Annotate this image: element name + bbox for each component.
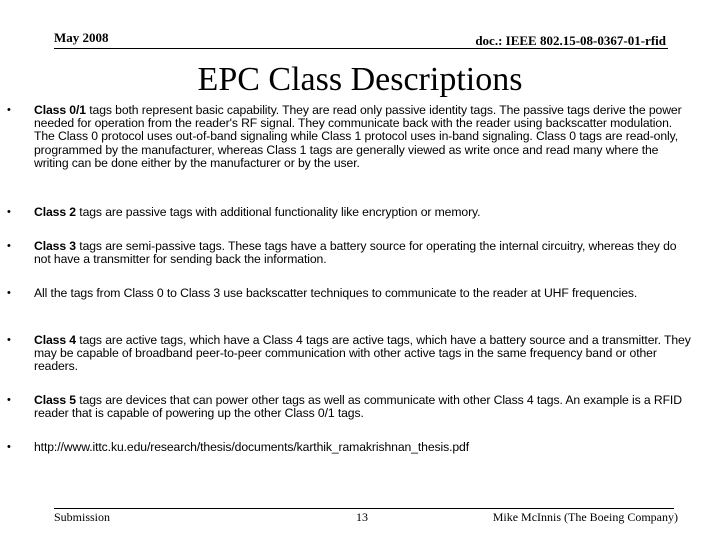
bullet-marker: • bbox=[7, 394, 11, 406]
bullet-body: tags are active tags, which have a Class 4 tags are active tags, which have a battery source and a transmitter. They may be capable of broadband peer-to-peer communication with other active tags in the same frequency band or other readers. bbox=[34, 333, 691, 374]
bullet-marker: • bbox=[7, 240, 11, 252]
bullet-text bbox=[34, 394, 694, 420]
bullet-lead: Class 5 bbox=[34, 393, 76, 407]
header-divider bbox=[54, 48, 668, 49]
bullet-text bbox=[34, 206, 694, 219]
bullet-text bbox=[34, 240, 694, 266]
bullet-marker: • bbox=[7, 441, 11, 453]
bullet-body: tags both represent basic capability. They are read only passive identity tags. The passive tags derive the power needed for operation from the reader's RF signal. They communicate back with the reader using backscatter modulation. The Class 0 protocol uses out-of-band signaling while Class 1 protocol uses in-band signaling. Class 0 tags are read-only, programmed by the manufacturer, whereas Class 1 tags are generally viewed as write once and read many where the writing can be done either by the manufacturer or by the user. bbox=[34, 103, 682, 170]
bullet-text bbox=[34, 104, 694, 170]
bullet-text bbox=[34, 334, 694, 374]
bullet-text bbox=[34, 287, 694, 300]
footer-author: Mike McInnis (The Boeing Company) bbox=[492, 510, 678, 524]
slide-title: EPC Class Descriptions bbox=[197, 61, 523, 98]
bullet-lead: Class 2 bbox=[34, 205, 76, 219]
bullet-body: tags are devices that can power other tags as well as communicate with other Class 4 tags. An example is a RFID reader that is capable of powering up the other Class 0/1 tags. bbox=[34, 393, 682, 421]
bullet-lead: Class 4 bbox=[34, 333, 76, 347]
footer-submission-label: Submission bbox=[54, 510, 111, 524]
bullet-body: tags are passive tags with additional functionality like encryption or memory. bbox=[76, 205, 481, 219]
header-document-id: doc.: IEEE 802.15-08-0367-01-rfid bbox=[475, 33, 666, 48]
footer-divider bbox=[54, 508, 674, 509]
bullet-marker: • bbox=[7, 206, 11, 218]
bullet-body: tags are semi-passive tags. These tags have a battery source for operating the internal circuitry, whereas they do not have a transmitter for sending back the information. bbox=[34, 239, 677, 267]
bullet-body: All the tags from Class 0 to Class 3 use backscatter techniques to communicate to the reader at UHF frequencies. bbox=[34, 286, 638, 300]
bullet-lead: Class 0/1 bbox=[34, 103, 86, 117]
footer-page-number: 13 bbox=[356, 510, 368, 524]
bullet-marker: • bbox=[7, 334, 11, 346]
bullet-marker: • bbox=[7, 287, 11, 299]
bullet-text bbox=[34, 441, 694, 454]
reference-url: http://www.ittc.ku.edu/research/thesis/documents/karthik_ramakrishnan_thesis.pdf bbox=[34, 440, 470, 454]
header-date: May 2008 bbox=[54, 30, 109, 45]
bullet-lead: Class 3 bbox=[34, 239, 76, 253]
bullet-marker: • bbox=[7, 104, 11, 116]
